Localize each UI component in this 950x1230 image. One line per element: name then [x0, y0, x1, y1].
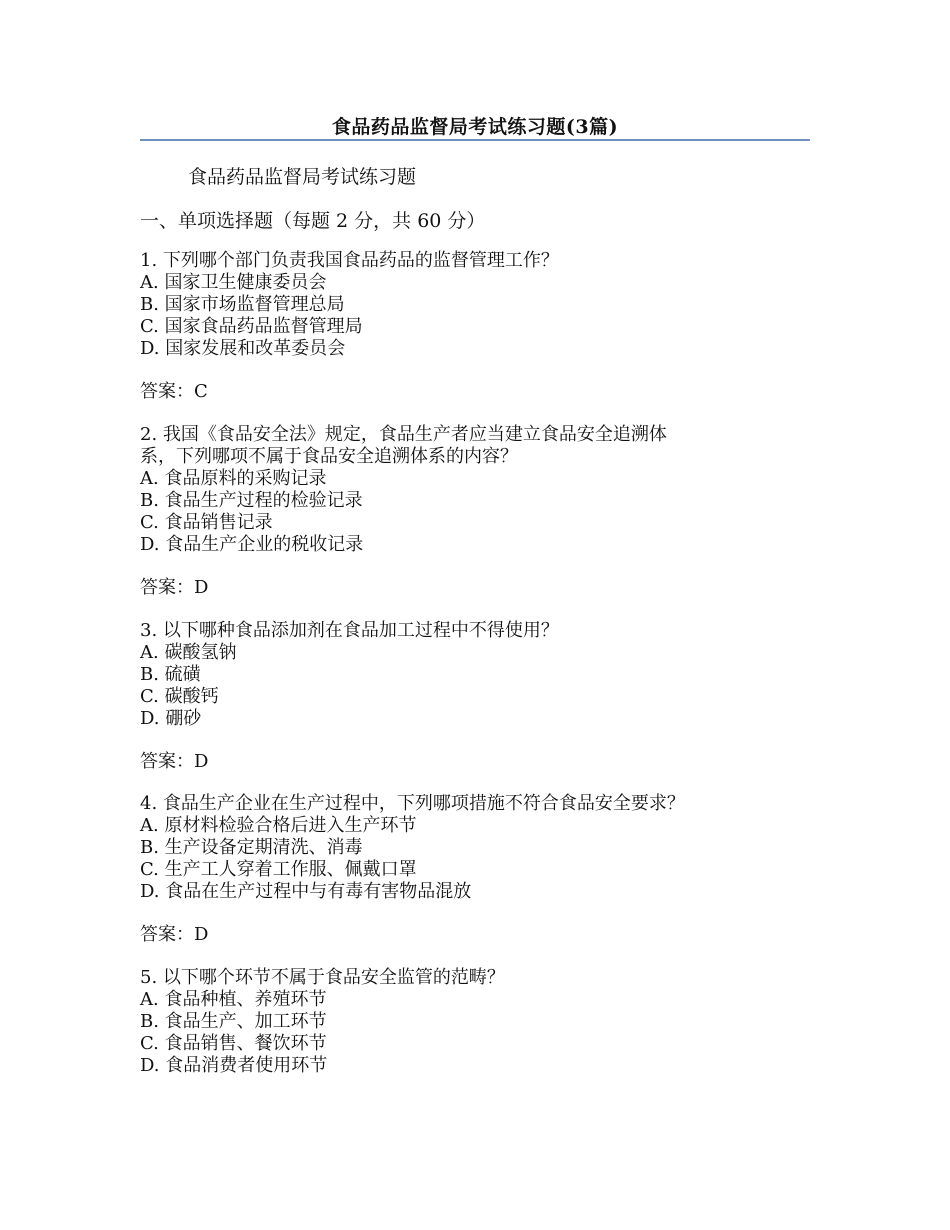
option-a: A. 国家卫生健康委员会 — [140, 272, 327, 293]
question-2 — [140, 424, 810, 599]
document-title: 食品药品监督局考试练习题(3篇) — [331, 116, 619, 138]
section-heading: 一、单项选择题（每题 2 分，共 60 分） — [140, 210, 486, 232]
option-c: C. 生产工人穿着工作服、佩戴口罩 — [140, 859, 417, 880]
answer: 答案：C — [140, 381, 208, 402]
option-d: D. 食品消费者使用环节 — [140, 1055, 328, 1076]
option-d: D. 国家发展和改革委员会 — [140, 338, 346, 359]
question-stem: 1. 下列哪个部门负责我国食品药品的监督管理工作？ — [140, 250, 559, 271]
option-a: A. 食品原料的采购记录 — [140, 468, 327, 489]
answer: 答案：D — [140, 577, 209, 598]
option-b: B. 食品生产过程的检验记录 — [140, 490, 363, 511]
question-stem: 4. 食品生产企业在生产过程中，下列哪项措施不符合食品安全要求？ — [140, 793, 685, 814]
option-c: C. 碳酸钙 — [140, 686, 219, 707]
question-1 — [140, 250, 810, 403]
answer: 答案：D — [140, 751, 209, 772]
option-c: C. 食品销售、餐饮环节 — [140, 1033, 327, 1054]
question-stem-line-1: 2. 我国《食品安全法》规定，食品生产者应当建立食品安全追溯体 — [140, 424, 667, 445]
option-d: D. 食品在生产过程中与有毒有害物品混放 — [140, 881, 472, 902]
option-b: B. 食品生产、加工环节 — [140, 1011, 327, 1032]
answer: 答案：D — [140, 924, 209, 945]
title-underline — [140, 139, 810, 141]
option-d: D. 食品生产企业的税收记录 — [140, 534, 364, 555]
question-stem: 3. 以下哪种食品添加剂在食品加工过程中不得使用？ — [140, 620, 559, 641]
option-d: D. 硼砂 — [140, 708, 202, 729]
option-c: C. 食品销售记录 — [140, 512, 273, 533]
option-a: A. 食品种植、养殖环节 — [140, 989, 327, 1010]
option-b: B. 国家市场监督管理总局 — [140, 294, 345, 315]
option-a: A. 原材料检验合格后进入生产环节 — [140, 815, 417, 836]
option-b: B. 硫磺 — [140, 664, 201, 685]
question-stem-line-2: 系，下列哪项不属于食品安全追溯体系的内容？ — [140, 446, 518, 467]
question-3 — [140, 620, 810, 773]
question-stem: 5. 以下哪个环节不属于食品安全监管的范畴？ — [140, 967, 505, 988]
option-b: B. 生产设备定期清洗、消毒 — [140, 837, 363, 858]
document-subtitle: 食品药品监督局考试练习题 — [188, 166, 417, 188]
question-4 — [140, 793, 810, 946]
option-a: A. 碳酸氢钠 — [140, 642, 237, 663]
option-c: C. 国家食品药品监督管理局 — [140, 316, 363, 337]
question-5 — [140, 967, 810, 1077]
